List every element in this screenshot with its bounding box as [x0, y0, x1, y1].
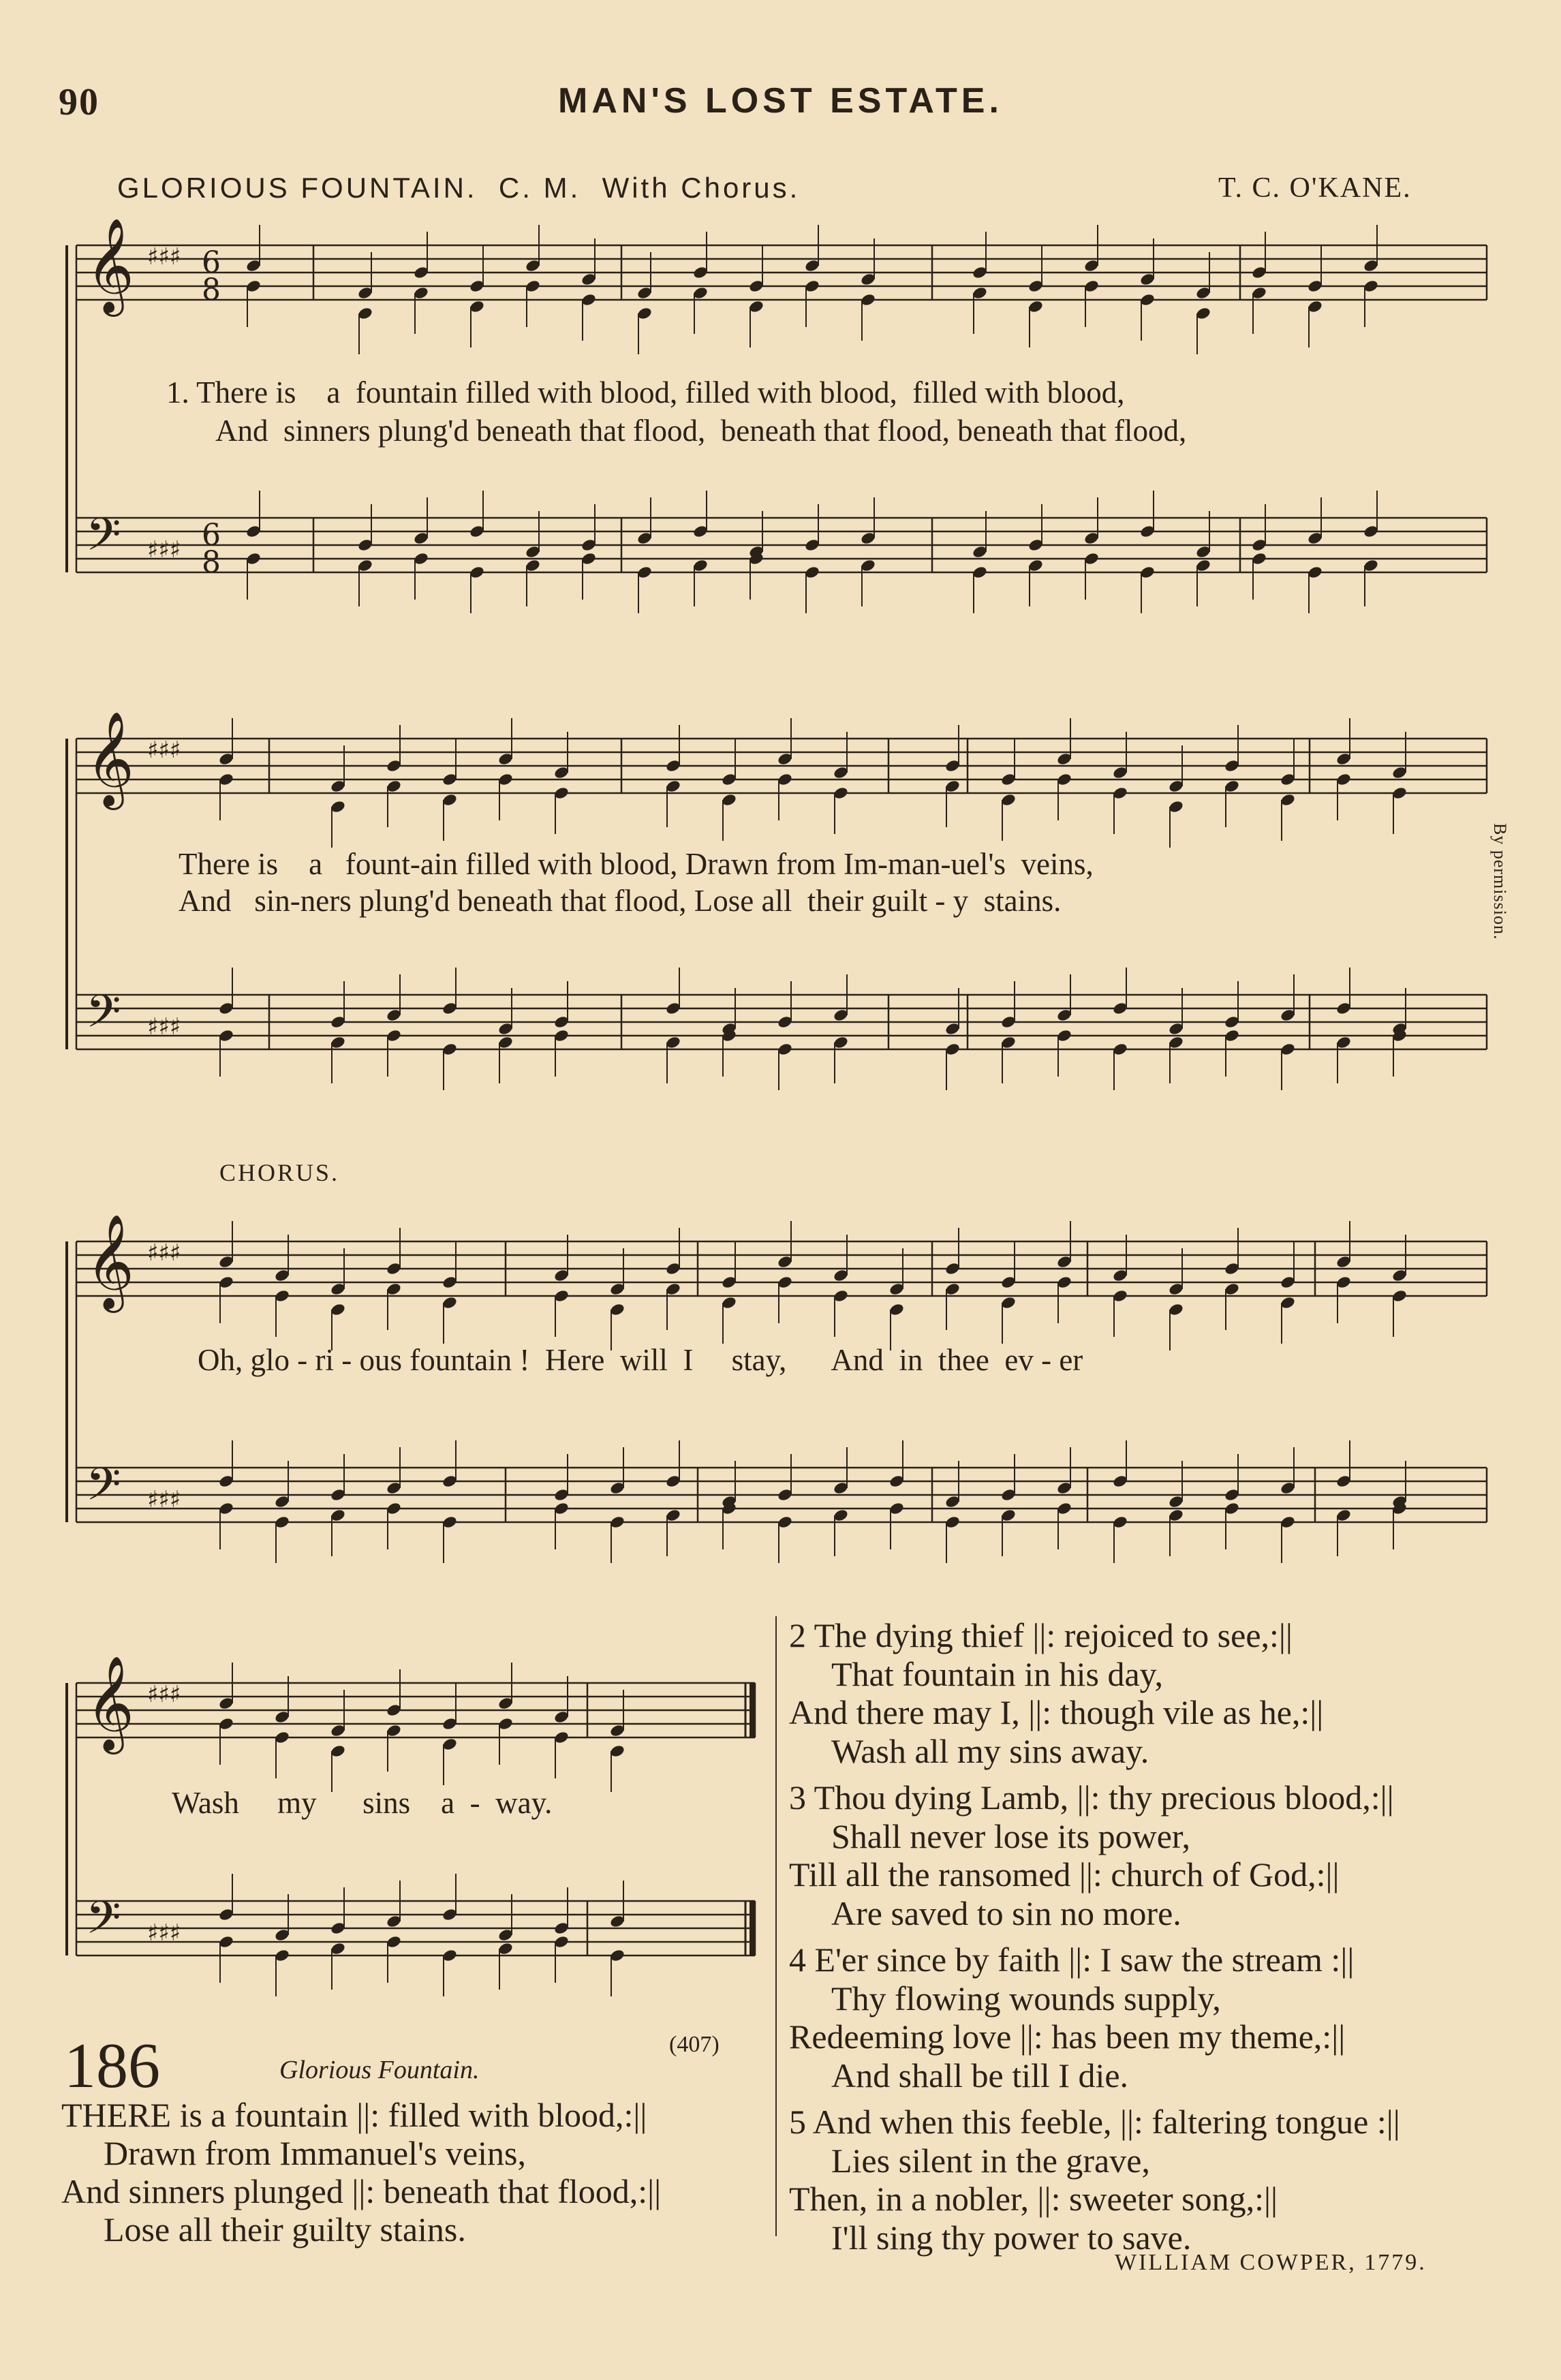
- stanza-4-line-2: Thy flowing wounds supply,: [831, 1979, 1221, 2018]
- stanzas-2-5: [789, 1616, 1400, 2257]
- svg-text:𝄢: 𝄢: [86, 1891, 121, 1955]
- svg-text:♯♯♯: ♯♯♯: [147, 1486, 181, 1513]
- svg-text:♯♯♯: ♯♯♯: [147, 243, 181, 271]
- hymn-name: Glorious Fountain.: [279, 2056, 480, 2084]
- hymn-number: 186: [64, 2030, 160, 2101]
- stanza-3-line-2: Shall never lose its power,: [831, 1817, 1191, 1855]
- running-head: MAN'S LOST ESTATE.: [558, 81, 1003, 121]
- stanza-4-line-1: 4 E'er since by faith ||: I saw the stream :||: [789, 1941, 1355, 1979]
- svg-text:♯♯♯: ♯♯♯: [147, 1239, 181, 1267]
- permission-note: By permission.: [1490, 823, 1510, 940]
- hymn-author: WILLIAM COWPER, 1779.: [1115, 2250, 1427, 2275]
- svg-text:8: 8: [202, 273, 221, 307]
- stanza-5-line-1: 5 And when this feeble, ||: faltering tongue :||: [789, 2103, 1400, 2141]
- svg-text:8: 8: [202, 545, 221, 580]
- lyrics-system2-verse1: There is a fount-ain filled with blood, Drawn from Im-man-uel's veins,: [179, 847, 1094, 881]
- stanza-2-line-1: 2 The dying thief ||: rejoiced to see,:||: [789, 1616, 1293, 1654]
- svg-text:♯♯♯: ♯♯♯: [147, 1919, 181, 1947]
- svg-text:6: 6: [202, 245, 221, 280]
- tune-title: GLORIOUS FOUNTAIN. C. M. With Chorus.: [117, 172, 801, 204]
- stanza-4-line-3: Redeeming love ||: has been my theme,:||: [789, 2018, 1346, 2056]
- svg-text:♯♯♯: ♯♯♯: [147, 536, 181, 563]
- lyrics-system1-verse1: 1. There is a fountain filled with blood, filled with blood, filled with blood,: [166, 375, 1125, 409]
- stanza-3-line-4: Are saved to sin no more.: [831, 1894, 1181, 1932]
- svg-text:𝄢: 𝄢: [86, 508, 121, 572]
- svg-text:♯♯♯: ♯♯♯: [147, 737, 181, 764]
- stanza-5-line-4: I'll sing thy power to save.: [831, 2218, 1192, 2257]
- svg-text:6: 6: [202, 518, 221, 553]
- stanza-1-line-1: THERE is a fountain ||: filled with blood,:||: [61, 2096, 647, 2134]
- stanza-5-line-2: Lies silent in the grave,: [831, 2141, 1150, 2180]
- column-divider: [775, 1616, 777, 2236]
- svg-text:♯♯♯: ♯♯♯: [147, 1681, 181, 1708]
- composer: T. C. O'KANE.: [1218, 172, 1412, 204]
- svg-text:♯♯♯: ♯♯♯: [147, 1013, 181, 1040]
- stanza-2-line-3: And there may I, ||: though vile as he,:||: [789, 1693, 1324, 1731]
- tune-code: (407): [669, 2032, 720, 2057]
- lyrics-system2-verse2: And sin-ners plung'd beneath that flood, Lose all their guilt - y stains.: [179, 884, 1062, 918]
- stanza-3-line-3: Till all the ransomed ||: church of God,:||: [789, 1855, 1340, 1894]
- svg-text:𝄢: 𝄢: [86, 985, 121, 1049]
- stanza-1-line-4: Lose all their guilty stains.: [104, 2210, 466, 2248]
- svg-text:𝄞: 𝄞: [86, 218, 134, 313]
- svg-text:𝄢: 𝄢: [86, 1458, 121, 1521]
- stanza-1-line-3: And sinners plunged ||: beneath that flood,:||: [61, 2172, 662, 2210]
- stanza-2-line-2: That fountain in his day,: [831, 1654, 1163, 1693]
- lyrics-system1-verse2: And sinners plung'd beneath that flood, beneath that flood, beneath that flood,: [215, 414, 1187, 448]
- svg-text:𝄞: 𝄞: [86, 1214, 134, 1309]
- svg-text:𝄞: 𝄞: [86, 711, 134, 806]
- stanza-5-line-3: Then, in a nobler, ||: sweeter song,:||: [789, 2180, 1278, 2218]
- svg-text:𝄞: 𝄞: [86, 1656, 134, 1750]
- stanza-2-line-4: Wash all my sins away.: [831, 1731, 1149, 1770]
- stanza-1: [61, 2096, 661, 2248]
- stanza-1-line-2: Drawn from Immanuel's veins,: [104, 2134, 526, 2172]
- stanza-3-line-1: 3 Thou dying Lamb, ||: thy precious blood,:||: [789, 1778, 1394, 1817]
- chorus-label: CHORUS.: [219, 1159, 340, 1186]
- lyrics-system4: Wash my sins a - way.: [172, 1786, 553, 1820]
- page-number: 90: [59, 81, 99, 123]
- lyrics-chorus: Oh, glo - ri - ous fountain ! Here will I stay, And in thee ev - er: [198, 1343, 1083, 1377]
- stanza-4-line-4: And shall be till I die.: [831, 2056, 1129, 2095]
